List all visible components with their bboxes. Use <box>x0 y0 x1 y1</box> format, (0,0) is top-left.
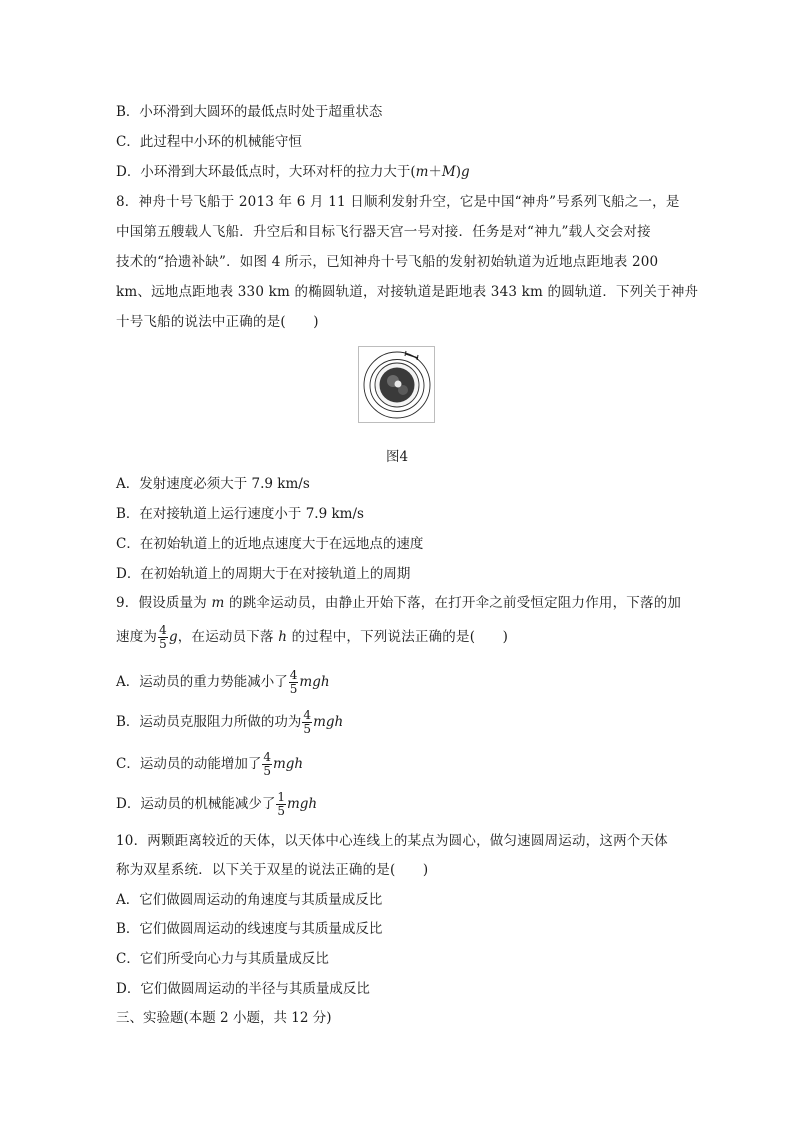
q9-option-d-text: D．运动员的机械能减少了 <box>116 796 276 812</box>
q10-option-b: B．它们做圆周运动的线速度与其质量成反比 <box>116 921 383 937</box>
q8-stem-line-3: 技术的“拾遗补缺”．如图 4 所示，已知神舟十号飞船的发射初始轨道为近地点距地表 200 <box>116 254 659 270</box>
q9-stem-text-a: 9．假设质量为 <box>116 595 212 611</box>
q9-option-b-text: B．运动员克服阻力所做的功为 <box>116 714 302 730</box>
q9-option-d <box>116 790 317 818</box>
q9-option-a-mgh: mgh <box>299 674 330 690</box>
orbit-figure <box>358 346 435 423</box>
q9-option-d-mgh: mgh <box>286 796 318 812</box>
q8-option-d: D．在初始轨道上的周期大于在对接轨道上的周期 <box>116 566 411 582</box>
q9-symbol-m: m <box>211 595 225 611</box>
q7-option-d-plus: ＋ <box>428 164 442 180</box>
q9-stem-text-e: 的过程中，下列说法正确的是( ) <box>287 629 509 645</box>
section-heading: 三、实验题(本题 2 小题，共 12 分) <box>116 1010 332 1026</box>
q8-stem-line-5: 十号飞船的说法中正确的是( ) <box>116 314 319 330</box>
q9-option-d-fraction <box>276 791 286 818</box>
q7-option-d-M: M <box>441 164 456 180</box>
q8-stem-line-4: km、远地点距地表 330 km 的椭圆轨道，对接轨道是距地表 343 km 的圆轨道．下列关于神舟 <box>116 284 699 300</box>
q9-fraction-four-fifths <box>158 624 168 651</box>
q9-option-a-fraction <box>289 669 299 696</box>
fraction-numerator: 1 <box>277 790 285 804</box>
q9-stem-text-b: 的跳伞运动员，由静止开始下落，在打开伞之前受恒定阻力作用，下落的加 <box>224 595 682 611</box>
earth-highlight <box>395 381 402 388</box>
q8-option-b: B．在对接轨道上运行速度小于 7.9 km/s <box>116 506 364 522</box>
q10-stem-line-2: 称为双星系统．以下关于双星的说法正确的是( ) <box>116 862 429 878</box>
q8-stem-line-1: 8．神舟十号飞船于 2013 年 6 月 11 日顺利发射升空，它是中国“神舟”号系列飞船之一，是 <box>116 194 680 210</box>
q10-option-d: D．它们做圆周运动的半径与其质量成反比 <box>116 981 370 997</box>
q8-option-c: C．在初始轨道上的近地点速度大于在远地点的速度 <box>116 536 424 552</box>
fraction-denominator: 5 <box>277 804 285 818</box>
q9-option-b <box>116 708 343 736</box>
q7-option-d <box>116 163 470 181</box>
q9-option-c-fraction <box>262 751 272 778</box>
q8-option-a: A．发射速度必须大于 7.9 km/s <box>116 476 310 492</box>
orbit-diagram <box>358 346 435 423</box>
fraction-denominator: 5 <box>289 682 298 696</box>
q7-option-d-g: g <box>461 164 470 180</box>
q7-option-b: B．小环滑到大圆环的最低点时处于超重状态 <box>116 104 383 120</box>
q9-stem-text-c: 速度为 <box>116 629 158 645</box>
q9-option-c-mgh: mgh <box>272 756 304 772</box>
q7-option-d-m: m <box>415 164 429 180</box>
fraction-denominator: 5 <box>303 722 312 736</box>
fraction-numerator: 4 <box>289 668 298 682</box>
q9-symbol-g: g <box>168 629 178 645</box>
q7-option-d-text: D．小环滑到大环最低点时，大环对杆的拉力大于( <box>116 164 416 180</box>
fraction-denominator: 5 <box>159 637 167 651</box>
q9-stem-text-d: ，在运动员下落 <box>177 629 279 645</box>
q9-option-b-fraction <box>302 709 312 736</box>
q9-option-b-mgh: mgh <box>313 714 344 730</box>
fraction-denominator: 5 <box>263 764 271 778</box>
q9-stem-line-1 <box>116 594 681 612</box>
q10-option-a: A．它们做圆周运动的角速度与其质量成反比 <box>116 892 383 908</box>
q9-stem-line-2 <box>116 623 508 651</box>
fraction-numerator: 4 <box>303 708 312 722</box>
q10-stem-line-1: 10．两颗距离较近的天体，以天体中心连线上的某点为圆心，做匀速圆周运动，这两个天体 <box>116 833 668 849</box>
q8-stem-line-2: 中国第五艘载人飞船．升空后和目标飞行器天宫一号对接．任务是对“神九”载人交会对接 <box>116 224 651 240</box>
q9-symbol-h: h <box>278 629 288 645</box>
fraction-numerator: 4 <box>159 623 167 637</box>
q9-option-c-text: C．运动员的动能增加了 <box>116 756 262 772</box>
q7-option-c: C．此过程中小环的机械能守恒 <box>116 134 302 150</box>
fraction-numerator: 4 <box>263 750 271 764</box>
q10-option-c: C．它们所受向心力与其质量成反比 <box>116 951 329 967</box>
q7-option-d-close: ) <box>455 164 462 180</box>
q9-option-c <box>116 750 303 778</box>
figure-caption: 图4 <box>385 449 409 465</box>
q9-option-a-text: A．运动员的重力势能减小了 <box>116 674 288 690</box>
q9-option-a <box>116 668 330 696</box>
